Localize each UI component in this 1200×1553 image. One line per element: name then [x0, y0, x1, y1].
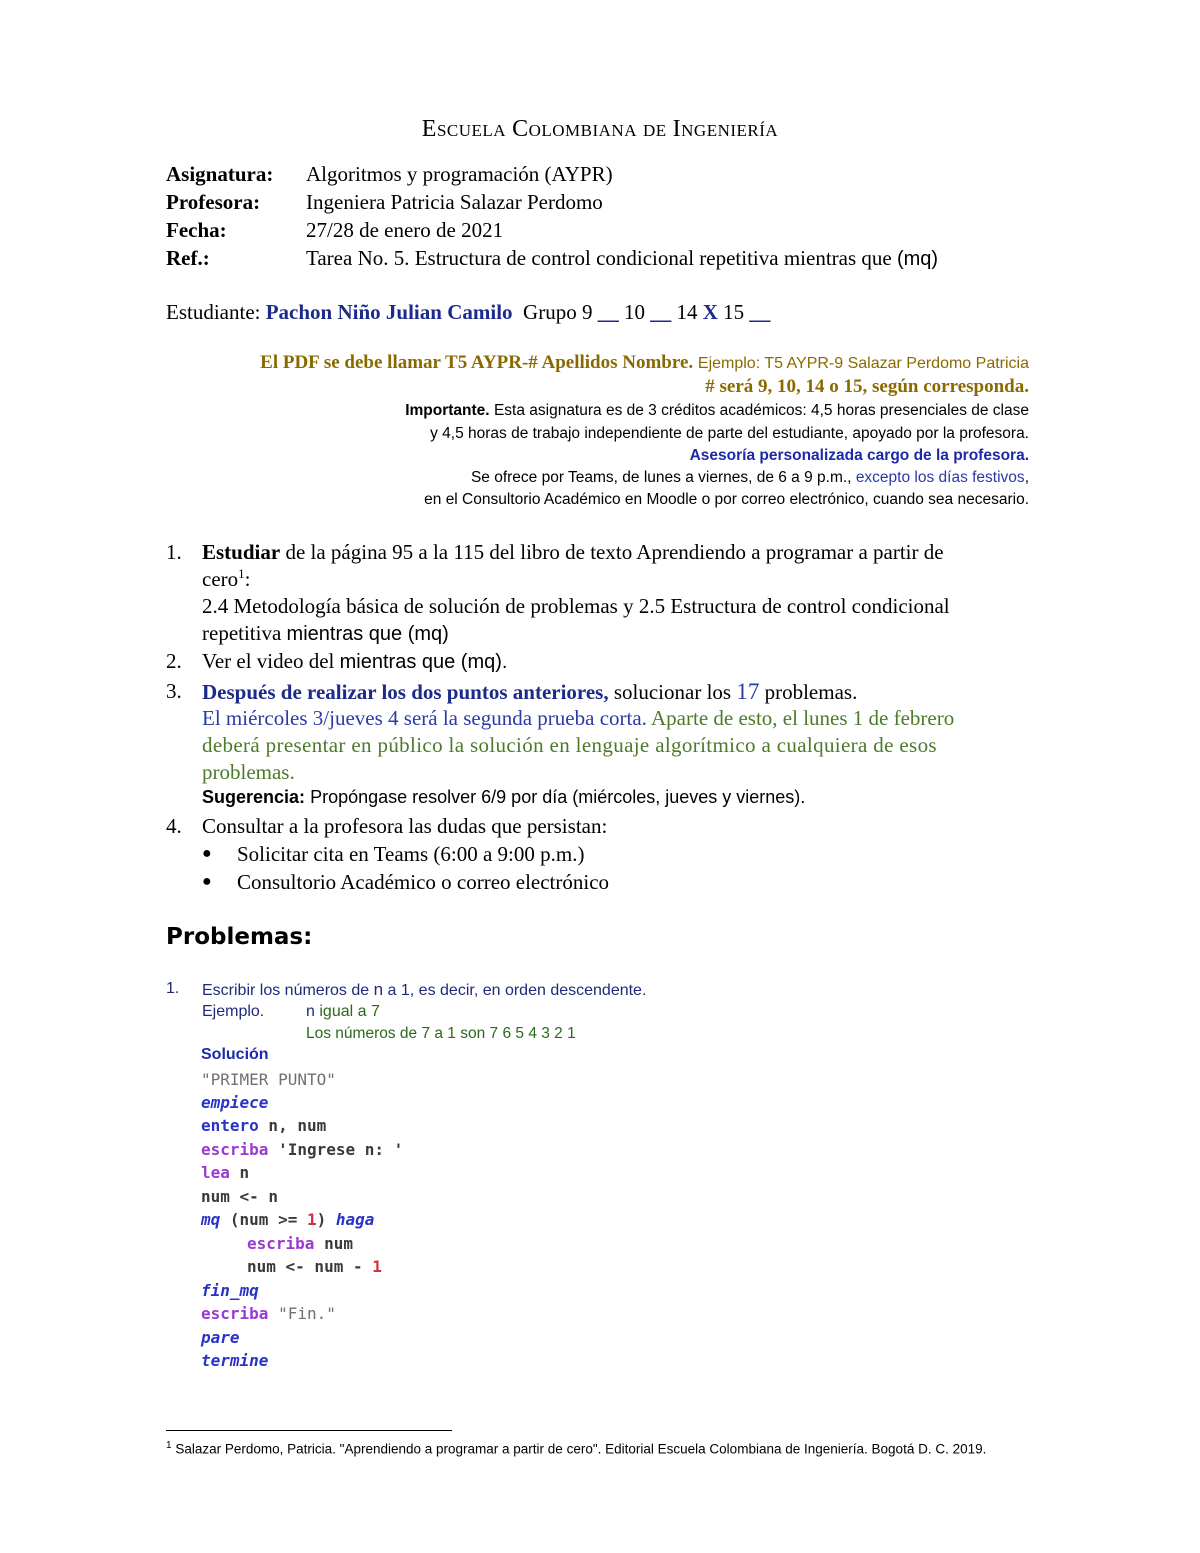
code-line-2: empiece: [201, 1093, 269, 1112]
task-3-line2: El miércoles 3/jueves 4 será la segunda prueba corta. Aparte de esto, el lunes 1 de febrero: [202, 706, 955, 730]
footnote-divider: [166, 1430, 452, 1431]
footnote-ref: 1: [238, 566, 245, 581]
group-mark: X: [702, 300, 718, 324]
code-line-12: pare: [201, 1328, 240, 1347]
ref-value: Tarea No. 5. Estructura de control condicional repetitiva mientras que (mq): [306, 246, 939, 270]
task-3-line3: deberá presentar en público la solución en lenguaje algorítmico a cualquiera de esos: [202, 733, 937, 757]
code-line-9: num <- num - 1: [247, 1257, 382, 1276]
task-3-number: 3.: [166, 679, 182, 703]
task-1-line2: cero$^1$:: [202, 566, 251, 591]
professor-label: Profesora:: [166, 190, 261, 214]
solution-label: Solución: [201, 1046, 269, 1063]
example-value: n igual a 7: [306, 1003, 380, 1020]
problem-1-number: 1.: [166, 980, 180, 997]
advisory-heading: Asesoría personalizada cargo de la profesora.: [689, 447, 1029, 464]
bullet-icon: ●: [202, 873, 212, 890]
professor-value: Ingeniera Patricia Salazar Perdomo: [306, 190, 603, 214]
code-line-4: escriba 'Ingrese n: ': [201, 1140, 404, 1159]
task-4-number: 4.: [166, 814, 182, 838]
advisory-schedule: Se ofrece por Teams, de lunes a viernes, de 6 a 9 p.m., excepto los días festivos,: [470, 469, 1029, 486]
group-number-note: # será 9, 10, 14 o 15, según corresponda.: [705, 376, 1029, 397]
code-line-8: escriba num: [247, 1234, 353, 1253]
student-line: Estudiante: Pachon Niño Julian Camilo Grupo 9 __ 10 __ 14 X 15 __: [166, 300, 771, 324]
code-line-13: termine: [201, 1351, 269, 1370]
example-label: Ejemplo.: [202, 1003, 265, 1020]
task-3: Después de realizar los dos puntos anteriores, solucionar los 17 problemas.: [202, 679, 858, 704]
student-name: Pachon Niño Julian Camilo: [265, 300, 513, 324]
task-2-number: 2.: [166, 649, 182, 673]
problems-heading: Problemas:: [166, 924, 313, 950]
task-2: Ver el video del mientras que (mq).: [202, 649, 508, 673]
pdf-naming-notice: El PDF se debe llamar T5 AYPR-# Apellidos Nombre. Ejemplo: T5 AYPR-9 Salazar Perdomo Patricia: [260, 352, 1029, 373]
ref-label: Ref.:: [166, 246, 210, 270]
code-line-10: fin_mq: [201, 1281, 259, 1300]
task-3-suggestion: Sugerencia: Propóngase resolver 6/9 por día (miércoles, jueves y viernes).: [202, 787, 806, 807]
code-line-5: lea n: [201, 1163, 250, 1182]
task-1: Estudiar de la página 95 a la 115 del libro de texto Aprendiendo a programar a partir de: [202, 540, 944, 564]
task-1-line3: 2.4 Metodología básica de solución de problemas y 2.5 Estructura de control condicional: [202, 594, 950, 618]
task-3-line4: problemas.: [202, 760, 295, 784]
important-note: Importante. Esta asignatura es de 3 créditos académicos: 4,5 horas presenciales de clase: [405, 402, 1029, 419]
code-line-7: mq (num >= 1) haga: [201, 1210, 375, 1229]
code-line-6: num <- n: [201, 1187, 279, 1206]
bullet-item-consultorio: Consultorio Académico o correo electrónico: [237, 870, 610, 894]
document-title: ESCUELA COLOMBIANA DE INGENIERÍA: [421, 116, 779, 142]
date-label: Fecha:: [166, 218, 227, 242]
code-line-1: "PRIMER PUNTO": [201, 1070, 336, 1089]
task-1-line4: repetitiva mientras que (mq): [202, 621, 449, 645]
subject-value: Algoritmos y programación (AYPR): [306, 162, 613, 186]
subject-label: Asignatura:: [166, 162, 274, 186]
task-1-number: 1.: [166, 540, 182, 564]
bullet-item-teams: Solicitar cita en Teams (6:00 a 9:00 p.m.): [237, 842, 585, 866]
code-line-3: entero n, num: [201, 1116, 327, 1135]
footnote: $^1$ Salazar Perdomo, Patricia. "Aprendiendo a programar a partir de cero". Editorial Escuela Colombiana de Ingeniería. Bogotá D. C. 2019.: [166, 1440, 987, 1457]
code-line-11: escriba "Fin.": [201, 1304, 336, 1323]
problem-1-statement: Escribir los números de n a 1, es decir, en orden descendente.: [202, 980, 647, 999]
example-result: Los números de 7 a 1 son 7 6 5 4 3 2 1: [306, 1025, 576, 1042]
date-value: 27/28 de enero de 2021: [306, 218, 504, 242]
important-note-2: y 4,5 horas de trabajo independiente de parte del estudiante, apoyado por la profesora.: [430, 425, 1029, 442]
task-4: Consultar a la profesora las dudas que persistan:: [202, 814, 608, 838]
bullet-icon: ●: [202, 845, 212, 862]
advisory-channels: en el Consultorio Académico en Moodle o por correo electrónico, cuando sea necesario.: [424, 491, 1029, 508]
